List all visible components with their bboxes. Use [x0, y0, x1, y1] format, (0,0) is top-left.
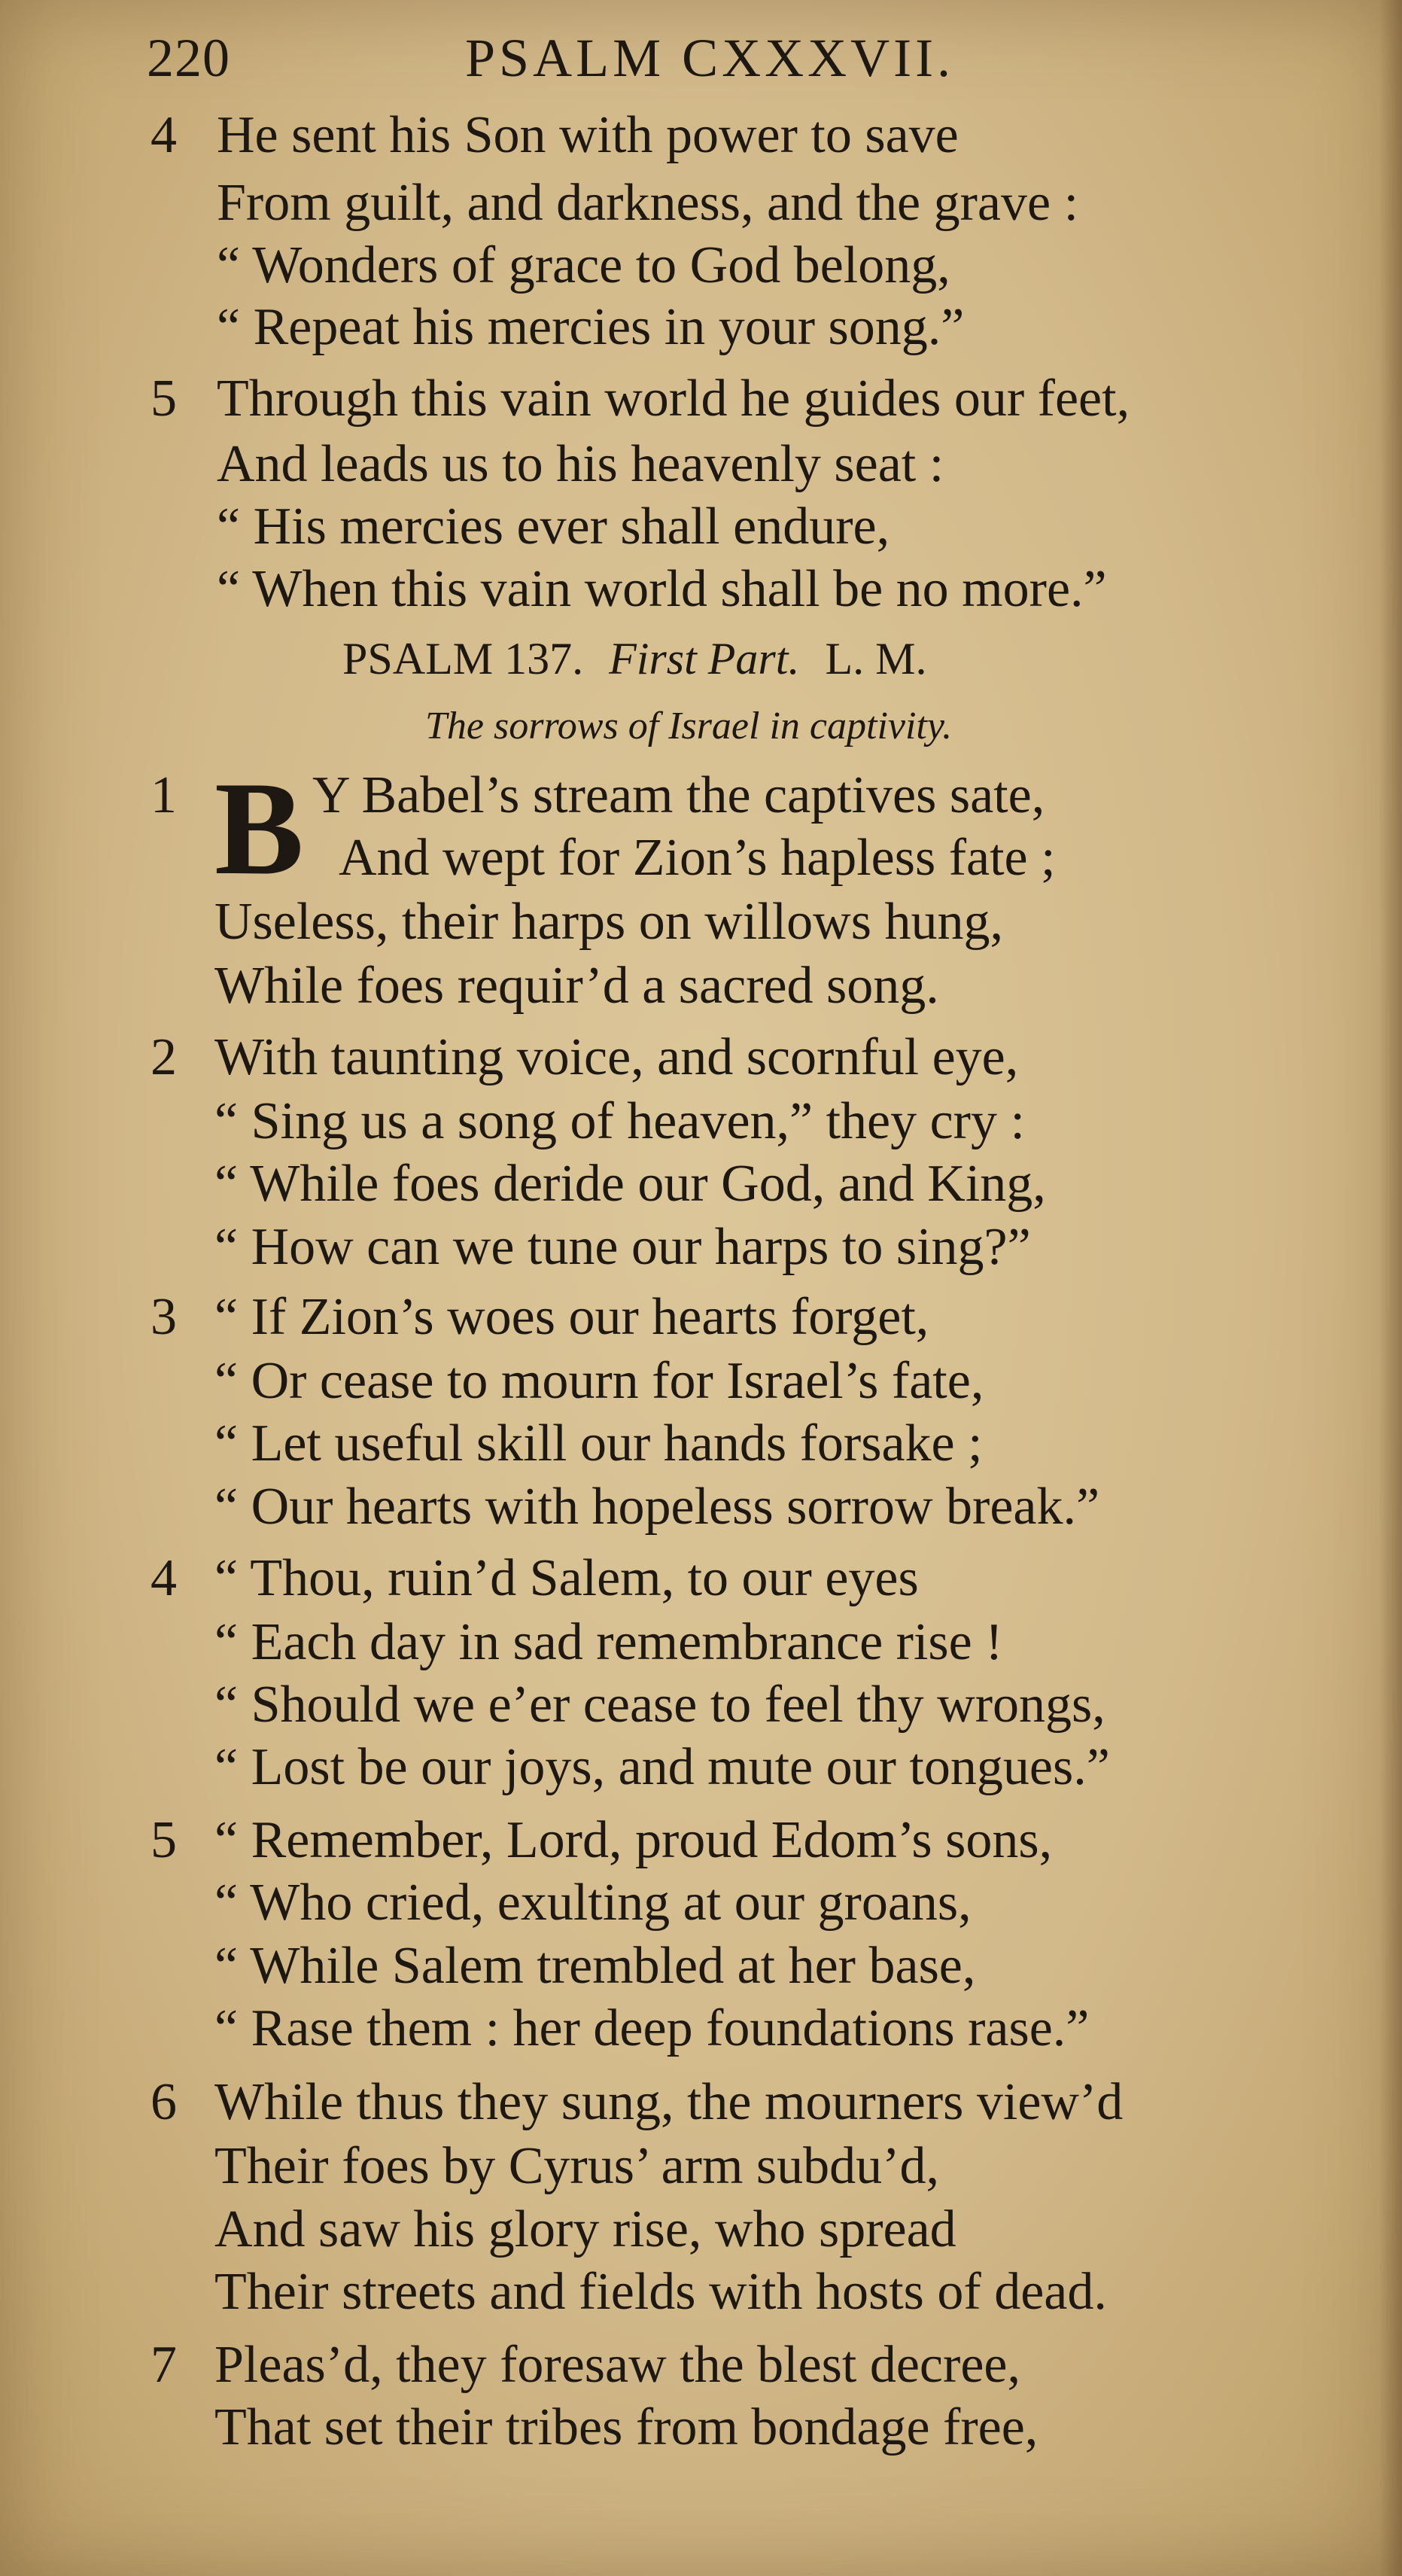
- psalm-meter: L. M.: [825, 634, 927, 684]
- verse-line: While foes requir’d a sacred song.: [214, 957, 939, 1015]
- verse-line: “ Our hearts with hopeless sorrow break.”: [214, 1478, 1100, 1536]
- stanza-number: 4: [151, 1549, 177, 1607]
- verse-line: “ Let useful skill our hands forsake ;: [214, 1414, 983, 1472]
- psalm-heading: [342, 629, 926, 689]
- stanza-number: 3: [151, 1288, 177, 1346]
- page-header: [0, 14, 1402, 96]
- running-head: PSALM CXXXVII.: [465, 28, 955, 88]
- verse-line: From guilt, and darkness, and the grave :: [217, 174, 1079, 232]
- verse-line: “ Thou, ruin’d Salem, to our eyes: [214, 1549, 919, 1607]
- verse-line: “ Rase them : her deep foundations rase.”: [214, 1999, 1090, 2057]
- verse-line: “ Each day in sad remembrance rise !: [214, 1613, 1003, 1671]
- verse-line: And wept for Zion’s hapless fate ;: [339, 829, 1056, 887]
- verse-line: “ His mercies ever shall endure,: [217, 498, 890, 556]
- verse-line: “ While Salem trembled at her base,: [214, 1937, 976, 1995]
- verse-line: Pleas’d, they foresaw the blest decree,: [214, 2336, 1020, 2394]
- stanza-number: 7: [151, 2336, 177, 2394]
- verse-line: “ When this vain world shall be no more.”: [217, 560, 1107, 618]
- verse-line: Their foes by Cyrus’ arm subdu’d,: [214, 2137, 939, 2195]
- verse-line: While thus they sung, the mourners view’d: [214, 2073, 1124, 2131]
- stanza-number: 5: [151, 1811, 177, 1869]
- stanza-number: 5: [151, 370, 177, 428]
- verse-line: “ Remember, Lord, proud Edom’s sons,: [214, 1811, 1053, 1869]
- page-edge-shadow: [1379, 0, 1402, 2576]
- verse-line: Their streets and fields with hosts of dead.: [214, 2263, 1107, 2321]
- verse-line: “ Sing us a song of heaven,” they cry :: [214, 1092, 1025, 1150]
- psalm-part: First Part.: [609, 634, 800, 684]
- psalm-subtitle: The sorrows of Israel in captivity.: [425, 705, 953, 748]
- stanza-number: 2: [151, 1028, 177, 1086]
- verse-line: “ While foes deride our God, and King,: [214, 1155, 1046, 1213]
- drop-cap: B: [214, 754, 304, 903]
- stanza-number: 1: [151, 766, 177, 824]
- verse-line: “ If Zion’s woes our hearts forget,: [214, 1288, 929, 1346]
- verse-line: “ Repeat his mercies in your song.”: [217, 298, 965, 356]
- page-number: 220: [147, 28, 230, 88]
- verse-line: He sent his Son with power to save: [217, 106, 959, 164]
- verse-line: “ How can we tune our harps to sing?”: [214, 1218, 1031, 1276]
- verse-line: “ Should we e’er cease to feel thy wrongs,: [214, 1676, 1105, 1734]
- stanza-number: 6: [151, 2073, 177, 2131]
- verse-line: “ Wonders of grace to God belong,: [217, 236, 950, 294]
- stanza-number: 4: [151, 106, 177, 164]
- verse-line: “ Who cried, exulting at our groans,: [214, 1874, 972, 1932]
- verse-line: That set their tribes from bondage free,: [214, 2398, 1039, 2456]
- verse-line: Useless, their harps on willows hung,: [214, 893, 1003, 951]
- verse-line: And saw his glory rise, who spread: [214, 2200, 956, 2258]
- verse-line: Y Babel’s stream the captives sate,: [312, 766, 1045, 824]
- verse-line: With taunting voice, and scornful eye,: [214, 1028, 1019, 1086]
- verse-line: “ Lost be our joys, and mute our tongues.”: [214, 1738, 1110, 1796]
- verse-line: And leads us to his heavenly seat :: [217, 435, 944, 493]
- verse-line: Through this vain world he guides our feet,: [217, 370, 1130, 428]
- verse-line: “ Or cease to mourn for Israel’s fate,: [214, 1352, 984, 1410]
- psalm-number: PSALM 137.: [342, 634, 584, 684]
